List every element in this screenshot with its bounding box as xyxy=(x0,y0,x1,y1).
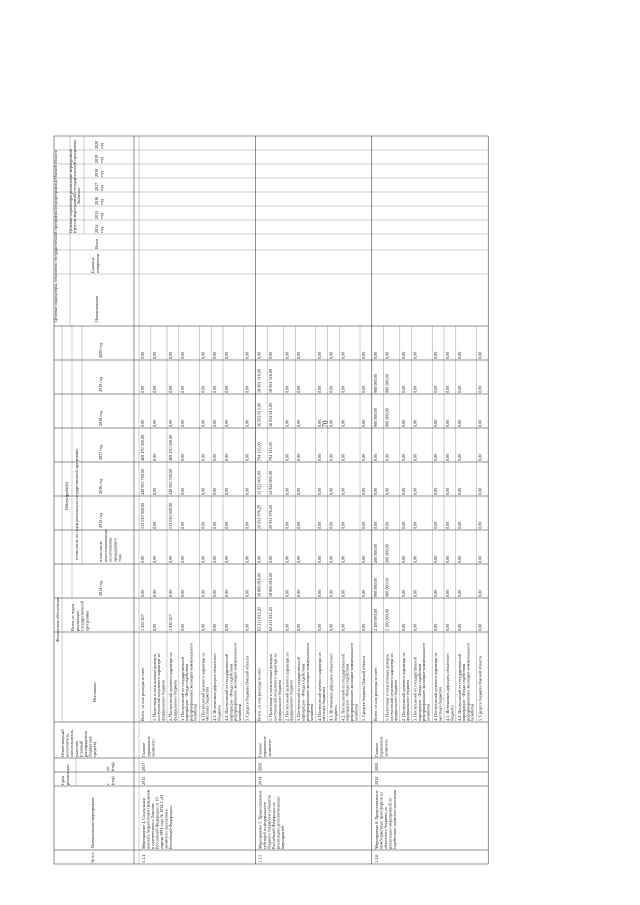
amount-value: 0,00 xyxy=(340,385,346,393)
amount-value: 0,00 xyxy=(168,555,173,563)
amount-value: 0,00 xyxy=(212,419,218,427)
amount-value: 0,00 xyxy=(212,623,218,631)
amount-value: 0,00 xyxy=(340,351,346,359)
amount-value: 0,00 xyxy=(400,385,406,393)
amount-value: 0,00 xyxy=(200,623,206,631)
amount-value: 0,00 xyxy=(328,453,334,461)
header-sno: № п/п xyxy=(90,852,95,863)
amount-value: 0,00 xyxy=(224,555,229,563)
amount-value: 0,00 xyxy=(151,589,157,597)
amount-value: 0,00 xyxy=(316,521,322,529)
amount-value: 0,00 xyxy=(412,521,418,529)
amount-value: 794 115,00 xyxy=(256,442,262,461)
amount-value: 0,00 xyxy=(256,555,262,563)
header-values: Значение xyxy=(76,187,81,204)
amount-value: 0,00 xyxy=(456,623,462,631)
amount-value: 0,00 xyxy=(244,555,250,563)
row-number: 1.1.4 xyxy=(141,854,146,863)
amount-value: 0,00 xyxy=(477,521,483,529)
source-label: 4.1. Источников дефицита областногобюджета xyxy=(328,653,338,721)
row-name: Мероприятие 6. Предоставлениемежбюджетных трансфертов изобластного бюджета нареализацию мероприятий посодействию занятости населения xyxy=(373,790,397,849)
amount-value: 0,00 xyxy=(296,555,302,563)
rotated-table xyxy=(48,38,608,868)
amount-value: 0,00 xyxy=(316,487,322,495)
amount-value: 0,00 xyxy=(400,623,406,631)
amount-value: 0,00 xyxy=(316,453,322,461)
amount-value: 0,00 xyxy=(212,487,218,495)
amount-value: 0,00 xyxy=(340,623,346,631)
amount-value: 900 000,00 xyxy=(372,578,378,597)
amount-value: 1 430 437 xyxy=(168,614,173,631)
amount-value: 0,00 xyxy=(445,521,450,529)
amount-value: 0,00 xyxy=(384,521,390,529)
header-finance: Финансовое обеспечение xyxy=(55,596,60,642)
header-sources: Источники xyxy=(92,682,97,702)
header-volume: Объем (рублей) xyxy=(64,482,69,510)
amount-value: 200 000,00 xyxy=(384,544,390,563)
row-name: Мероприятие 4. Социальнаявыплата безработным гражданамв соответствии с ЗакономРоссийской Федерации от 19апреля 1991 года № 1032-1 «Озанятости населения вРоссийской Федерации» xyxy=(141,789,173,849)
budget-table xyxy=(48,38,608,868)
amount-value: 0,00 xyxy=(284,623,290,631)
amount-value: 0,00 xyxy=(179,623,185,631)
amount-value: 0,00 xyxy=(151,419,157,427)
amount-value: 62 211 811,20 xyxy=(256,607,262,631)
amount-value: 0,00 xyxy=(361,555,366,563)
amount-value: 0,00 xyxy=(200,385,206,393)
amount-value: 0,00 xyxy=(361,453,366,461)
amount-value: 0,00 xyxy=(224,521,229,529)
amount-value: 0,00 xyxy=(140,555,145,563)
amount-value: 513 010 900,00 xyxy=(140,502,145,529)
amount-value: 0,00 xyxy=(340,487,346,495)
amount-value: 0,00 xyxy=(456,419,462,427)
amount-value: 0,00 xyxy=(477,453,483,461)
amount-value: 0,00 xyxy=(179,419,185,427)
source-label: 5. Средств бюджета Омской области xyxy=(361,655,366,721)
amount-value: 0,00 xyxy=(400,453,406,461)
amount-value: 0,00 xyxy=(200,453,206,461)
amount-value: 0,00 xyxy=(268,555,274,563)
source-label: 1. Налоговых и неналоговых доходов,поступлений нецелевого характера изфедерального бюджета xyxy=(151,653,166,721)
amount-value: 900 000,00 xyxy=(372,408,378,427)
header-year: в том численеиспользованныеассигнованияпредыдущегогода xyxy=(98,528,123,562)
amount-value: 0,00 xyxy=(433,351,439,359)
source-label: 3. Поступлений от государственнойкорпорации - Фонда содействияреформированию жилищно-коммунальногохозяйства xyxy=(412,642,431,721)
amount-value: 2 100 000,00 xyxy=(384,609,390,631)
amount-value: 0,00 xyxy=(328,351,334,359)
amount-value: 62 211 811,20 xyxy=(268,607,274,631)
amount-value: 0,00 xyxy=(477,419,483,427)
amount-value: 2 100 000,00 xyxy=(372,609,378,631)
amount-value: 0,00 xyxy=(361,419,366,427)
amount-value: 12 922 805,00 xyxy=(268,470,274,495)
header-year: 2014 год xyxy=(98,580,103,596)
header-ind-year: 2020год xyxy=(94,140,104,149)
amount-value: 20 931 976,20 xyxy=(268,504,274,529)
amount-value: 0,00 xyxy=(296,453,302,461)
row-name: Мероприятие 5. Предоставлениесубсидий из федеральногобюджета бюджетам субъектовРоссийской Федерации нареализацию дополнительныхмероприятий xyxy=(257,790,285,849)
amount-value: 0,00 xyxy=(168,419,173,427)
amount-value: 0,00 xyxy=(400,521,406,529)
amount-value: 794 115,00 xyxy=(268,442,274,461)
amount-value: 0,00 xyxy=(179,351,185,359)
amount-value: 0,00 xyxy=(316,351,322,359)
source-label: 2. Поступлений целевого характера изфедерального бюджета xyxy=(400,652,411,721)
amount-value: 0,00 xyxy=(268,351,274,359)
amount-value: 1 430 437 xyxy=(140,614,145,631)
amount-value: 0,00 xyxy=(384,351,390,359)
amount-value: 0,00 xyxy=(151,453,157,461)
amount-value: 0,00 xyxy=(179,589,185,597)
amount-value: 0,00 xyxy=(400,555,406,563)
amount-value: 0,00 xyxy=(284,419,290,427)
amount-value: 0,00 xyxy=(372,351,378,359)
source-label: 4. Поступлений целевого характера изместных бюджетов xyxy=(433,652,443,721)
amount-value: 0,00 xyxy=(140,385,145,393)
row-executor: Главноеуправлениезанятости xyxy=(141,736,156,757)
source-label: 4. Поступлений целевого характера изместных бюджетов xyxy=(200,652,210,721)
amount-value: 0,00 xyxy=(296,419,302,427)
amount-value: 0,00 xyxy=(456,589,462,597)
source-label: 2. Поступлений целевого характера изфедерального бюджета xyxy=(168,652,178,721)
amount-value: 0,00 xyxy=(328,589,334,597)
source-label: 1. Налоговых и неналоговых доходов,поступлений нецелевого характера изфедерального бюджета xyxy=(268,653,282,721)
amount-value: 0,00 xyxy=(340,521,346,529)
amount-value: 20 931 976,20 xyxy=(256,504,262,529)
amount-value: 0,00 xyxy=(224,623,229,631)
amount-value: 0,00 xyxy=(284,385,290,393)
amount-value: 469 470 300,00 xyxy=(168,434,173,461)
amount-value: 0,00 xyxy=(328,385,334,393)
amount-value: 18 001 316,00 xyxy=(268,368,274,393)
header-year: 2020 год xyxy=(98,342,103,358)
amount-value: 0,00 xyxy=(328,419,334,427)
amount-value: 0,00 xyxy=(296,623,302,631)
amount-value: 0,00 xyxy=(456,453,462,461)
amount-value: 0,00 xyxy=(296,521,302,529)
amount-value: 0,00 xyxy=(445,487,450,495)
source-label: Всего, из них расходы за счет: xyxy=(256,667,262,721)
amount-value: 0,00 xyxy=(361,487,366,495)
header-corner-note: Целевые индикаторы реализации мероприятия(группы мероприятий) государственной программы xyxy=(68,140,78,233)
amount-value: 0,00 xyxy=(284,555,290,563)
header-ind-year: 2018год xyxy=(94,168,104,177)
amount-value: 0,00 xyxy=(316,623,322,631)
amount-value: 0,00 xyxy=(361,623,366,631)
amount-value: 0,00 xyxy=(244,487,250,495)
amount-value: 0,00 xyxy=(224,419,229,427)
amount-value: 0,00 xyxy=(384,453,390,461)
header-ind-year: 2019год xyxy=(94,154,104,163)
amount-value: 0,00 xyxy=(244,521,250,529)
row-start-year: 2014 xyxy=(373,776,379,785)
amount-value: 0,00 xyxy=(224,351,229,359)
amount-value: 0,00 xyxy=(477,555,483,563)
amount-value: 0,00 xyxy=(433,623,439,631)
amount-value: 0,00 xyxy=(412,555,418,563)
amount-value: 0,00 xyxy=(456,487,462,495)
amount-value: 0,00 xyxy=(361,589,366,597)
source-label: Всего, из них расходы за счет: xyxy=(372,667,378,721)
amount-value: 0,00 xyxy=(296,385,302,393)
amount-value: 0,00 xyxy=(296,351,302,359)
amount-value: 0,00 xyxy=(445,589,450,597)
source-label: 5. Средств бюджета Омской области xyxy=(477,655,483,721)
amount-value: 0,00 xyxy=(284,351,290,359)
amount-value: 0,00 xyxy=(212,351,218,359)
amount-value: 0,00 xyxy=(316,419,322,427)
source-label: 4.1. Источников дефицита областногобюджета xyxy=(212,653,222,721)
page-number: 70 xyxy=(321,420,330,428)
amount-value: 0,00 xyxy=(400,351,406,359)
amount-value: 18 885 816,00 xyxy=(256,572,262,597)
amount-value: 0,00 xyxy=(256,351,262,359)
row-number: 1.1.6 xyxy=(373,854,379,863)
amount-value: 0,00 xyxy=(296,487,302,495)
header-total: Всего по годамреализациигосударственнойпрограммы xyxy=(70,601,90,631)
source-label: 4.1. Источников дефицита областногобюджета xyxy=(445,653,455,721)
amount-value: 0,00 xyxy=(412,351,418,359)
header-by-years: в том числе по годам реализации государственной программы xyxy=(74,449,79,560)
amount-value: 0,00 xyxy=(212,453,218,461)
amount-value: 900 000,00 xyxy=(384,374,390,393)
amount-value: 0,00 xyxy=(200,351,206,359)
source-label: 1. Налоговых и неналоговых доходов,поступлений нецелевого характера изфедерального бюджета xyxy=(384,653,399,721)
source-label: 4.2. Поступлений от государственнойкорпорации - Фонда содействияреформированию жилищно-коммунальногохозяйства xyxy=(340,642,359,721)
amount-value: 0,00 xyxy=(179,487,185,495)
amount-value: 0,00 xyxy=(179,453,185,461)
amount-value: 900 000,00 xyxy=(384,408,390,427)
source-label: Всего, из них расходы за счет: xyxy=(140,667,145,721)
amount-value: 0,00 xyxy=(200,487,206,495)
amount-value: 0,00 xyxy=(296,589,302,597)
amount-value: 0,00 xyxy=(284,521,290,529)
amount-value: 0,00 xyxy=(477,385,483,393)
amount-value: 0,00 xyxy=(328,487,334,495)
amount-value: 0,00 xyxy=(433,419,439,427)
amount-value: 0,00 xyxy=(284,589,290,597)
header-year: 2018 год xyxy=(98,410,103,426)
source-label: 4.2. Поступлений от государственнойкорпорации - Фонда содействияреформированию жилищно-коммунальногохозяйства xyxy=(224,642,242,721)
row-start-year: 2015 xyxy=(141,776,146,785)
row-executor: Главноеуправлениезанятости xyxy=(257,736,272,757)
header-unit: Единицаизмерения xyxy=(90,254,100,273)
amount-value: 0,00 xyxy=(244,623,250,631)
amount-value: 0,00 xyxy=(477,487,483,495)
amount-value: 0,00 xyxy=(433,487,439,495)
source-label: 4.2. Поступлений от государственнойкорпорации - Фонда содействияреформированию жилищно-коммунальногохозяйства xyxy=(456,642,475,721)
amount-value: 0,00 xyxy=(244,453,250,461)
row-number: 1.1.5 xyxy=(257,854,263,863)
amount-value: 0,00 xyxy=(361,351,366,359)
amount-value: 0,00 xyxy=(179,521,185,529)
amount-value: 0,00 xyxy=(456,555,462,563)
amount-value: 0,00 xyxy=(212,555,218,563)
header-ind-year: 2015год xyxy=(94,210,104,219)
amount-value: 0,00 xyxy=(316,555,322,563)
header-ind-year: 2014год xyxy=(94,224,104,233)
amount-value: 0,00 xyxy=(168,589,173,597)
amount-value: 0,00 xyxy=(200,555,206,563)
source-label: 3. Поступлений от государственнойкорпорации - Фонда содействияреформированию жилищно-коммунальногохозяйства xyxy=(296,642,315,721)
amount-value: 0,00 xyxy=(244,385,250,393)
amount-value: 0,00 xyxy=(433,555,439,563)
header-year: 2017 год xyxy=(98,444,103,460)
amount-value: 449 955 700,00 xyxy=(140,468,145,495)
header-ind-year: 2017год xyxy=(94,182,104,191)
amount-value: 0,00 xyxy=(168,351,173,359)
amount-value: 0,00 xyxy=(445,453,450,461)
row-end-year: 2020 xyxy=(257,762,263,771)
header-year: 2019 год xyxy=(98,376,103,392)
amount-value: 200 000,00 xyxy=(372,544,378,563)
amount-value: 0,00 xyxy=(477,589,483,597)
amount-value: 0,00 xyxy=(328,555,334,563)
amount-value: 16 952 615,00 xyxy=(268,402,274,427)
amount-value: 0,00 xyxy=(384,487,390,495)
source-label: 3. Поступлений от государственнойкорпорации - Фонда содействияреформированию жилищно-коммунальногохозяйства xyxy=(179,642,198,721)
amount-value: 0,00 xyxy=(284,453,290,461)
amount-value: 0,00 xyxy=(151,555,157,563)
amount-value: 0,00 xyxy=(328,623,334,631)
amount-value: 0,00 xyxy=(224,385,229,393)
amount-value: 0,00 xyxy=(151,521,157,529)
amount-value: 0,00 xyxy=(151,623,157,631)
amount-value: 0,00 xyxy=(456,385,462,393)
amount-value: 0,00 xyxy=(224,589,229,597)
amount-value: 0,00 xyxy=(400,589,406,597)
amount-value: 0,00 xyxy=(168,385,173,393)
header-start: с(год) xyxy=(105,776,115,785)
amount-value: 0,00 xyxy=(456,351,462,359)
amount-value: 0,00 xyxy=(456,521,462,529)
amount-value: 0,00 xyxy=(433,521,439,529)
amount-value: 0,00 xyxy=(244,589,250,597)
amount-value: 0,00 xyxy=(400,487,406,495)
amount-value: 18 885 816,00 xyxy=(268,572,274,597)
amount-value: 0,00 xyxy=(316,385,322,393)
amount-value: 0,00 xyxy=(244,351,250,359)
amount-value: 0,00 xyxy=(412,623,418,631)
amount-value: 0,00 xyxy=(445,623,450,631)
amount-value: 0,00 xyxy=(433,453,439,461)
amount-value: 0,00 xyxy=(445,385,450,393)
row-end-year: 2020 xyxy=(373,762,379,771)
amount-value: 0,00 xyxy=(140,351,145,359)
amount-value: 900 000,00 xyxy=(384,578,390,597)
header-year: 2016 год xyxy=(98,478,103,494)
amount-value: 0,00 xyxy=(179,385,185,393)
amount-value: 0,00 xyxy=(372,487,378,495)
amount-value: 0,00 xyxy=(340,589,346,597)
amount-value: 0,00 xyxy=(412,419,418,427)
source-label: 4. Поступлений целевого характера изместных бюджетов xyxy=(316,652,327,721)
amount-value: 0,00 xyxy=(361,385,366,393)
source-label: 2. Поступлений целевого характера изфедерального бюджета xyxy=(284,652,294,721)
amount-value: 0,00 xyxy=(140,589,145,597)
amount-value: 0,00 xyxy=(412,487,418,495)
amount-value: 16 952 615,00 xyxy=(256,402,262,427)
amount-value: 0,00 xyxy=(151,351,157,359)
amount-value: 0,00 xyxy=(412,589,418,597)
header-year: 2015 год xyxy=(98,512,103,528)
amount-value: 0,00 xyxy=(151,385,157,393)
amount-value: 0,00 xyxy=(412,453,418,461)
amount-value: 0,00 xyxy=(200,419,206,427)
amount-value: 0,00 xyxy=(445,555,450,563)
amount-value: 0,00 xyxy=(212,385,218,393)
amount-value: 0,00 xyxy=(477,623,483,631)
amount-value: 0,00 xyxy=(212,589,218,597)
amount-value: 0,00 xyxy=(328,521,334,529)
header-ind-total: Всего xyxy=(94,238,99,249)
amount-value: 0,00 xyxy=(412,385,418,393)
header-period: Срокреализации xyxy=(60,764,70,785)
amount-value: 0,00 xyxy=(244,419,250,427)
amount-value: 0,00 xyxy=(340,419,346,427)
amount-value: 0,00 xyxy=(372,453,378,461)
amount-value: 0,00 xyxy=(140,419,145,427)
amount-value: 0,00 xyxy=(316,589,322,597)
amount-value: 0,00 xyxy=(361,521,366,529)
row-end-year: 2017 xyxy=(141,762,146,771)
amount-value: 449 955 700,00 xyxy=(168,468,173,495)
header-end: по(год) xyxy=(105,762,115,771)
amount-value: 0,00 xyxy=(212,521,218,529)
header-executor: Ответственныйисполнитель,соисполнитель,участник(главныйраспорядительбюджетныхсредств) xyxy=(60,729,98,757)
header-indicators: Целевые индикаторы, показатели государственной программы (подпрограммы) Омской области xyxy=(53,150,58,322)
amount-value: 0,00 xyxy=(477,351,483,359)
amount-value: 0,00 xyxy=(340,453,346,461)
amount-value: 0,00 xyxy=(224,487,229,495)
amount-value: 0,00 xyxy=(400,419,406,427)
amount-value: 0,00 xyxy=(179,555,185,563)
amount-value: 12 922 805,00 xyxy=(256,470,262,495)
amount-value: 0,00 xyxy=(200,521,206,529)
amount-value: 18 001 316,00 xyxy=(256,368,262,393)
amount-value: 0,00 xyxy=(445,351,450,359)
amount-value: 0,00 xyxy=(445,419,450,427)
amount-value: 0,00 xyxy=(284,487,290,495)
header-ind-year: 2016год xyxy=(94,196,104,205)
amount-value: 513 010 900,00 xyxy=(168,502,173,529)
amount-value: 0,00 xyxy=(433,385,439,393)
row-executor: Главноеуправлениезанятости xyxy=(373,736,389,757)
amount-value: 900 000,00 xyxy=(372,374,378,393)
amount-value: 0,00 xyxy=(151,487,157,495)
amount-value: 0,00 xyxy=(340,555,346,563)
row-start-year: 2014 xyxy=(257,776,263,785)
amount-value: 0,00 xyxy=(433,589,439,597)
amount-value: 0,00 xyxy=(224,453,229,461)
header-name: Наименование мероприятия xyxy=(90,797,95,848)
amount-value: 469 470 300,00 xyxy=(140,434,145,461)
header-ind-name: Наименование xyxy=(94,295,99,322)
source-label: 5. Средств бюджета Омской области xyxy=(244,655,250,721)
amount-value: 0,00 xyxy=(372,521,378,529)
amount-value: 0,00 xyxy=(200,589,206,597)
